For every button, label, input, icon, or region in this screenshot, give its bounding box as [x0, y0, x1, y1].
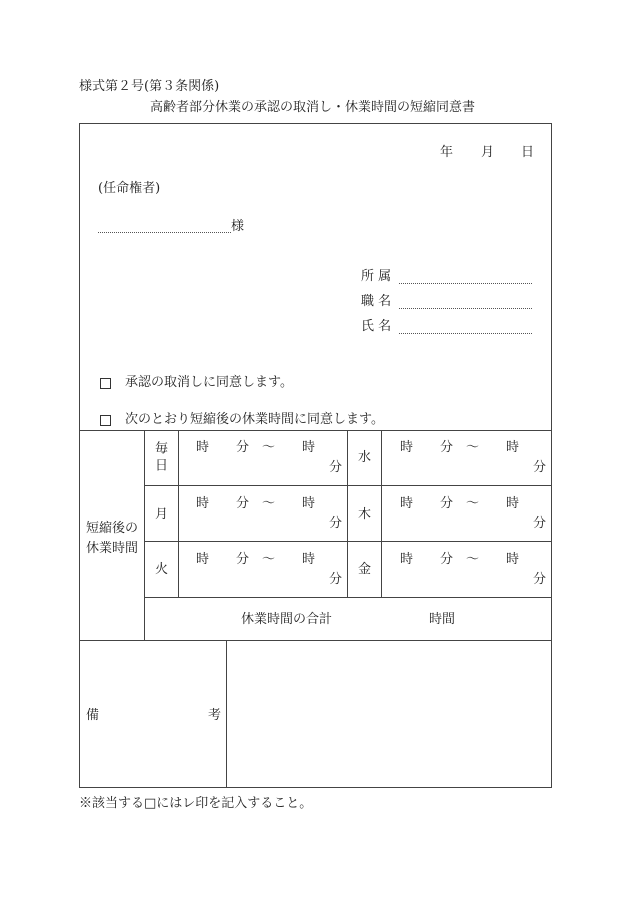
minute-to-label: 分	[329, 516, 343, 531]
affiliation-line[interactable]	[399, 283, 532, 284]
minute-to-label: 分	[533, 460, 547, 475]
divider-schedule-top	[79, 430, 552, 431]
addressee-honorific: 様	[231, 219, 245, 234]
option-shorten-hours-label: 次のとおり短縮後の休業時間に同意します。	[125, 412, 384, 427]
hour-from-label: 時	[400, 552, 414, 567]
divider-day-right	[381, 430, 382, 597]
divider-row-3	[144, 597, 552, 598]
option-cancel-approval-label: 承認の取消しに同意します。	[125, 375, 293, 390]
name-label: 氏 名	[361, 319, 392, 334]
minute-to-label: 分	[329, 460, 343, 475]
minute-to-label: 分	[533, 516, 547, 531]
position-line[interactable]	[399, 308, 532, 309]
date-year: 年	[440, 145, 454, 160]
hour-to-label: 時	[302, 496, 316, 511]
hour-to-label: 時	[506, 552, 520, 567]
hour-from-label: 時	[196, 496, 210, 511]
affiliation-label: 所 属	[361, 269, 392, 284]
divider-row-1	[144, 485, 552, 486]
minute-to-label: 分	[329, 572, 343, 587]
remarks-field[interactable]	[227, 641, 551, 787]
total-hours-unit: 時間	[429, 612, 456, 627]
hour-from-label: 時	[400, 440, 414, 455]
document-title: 高齢者部分休業の承認の取消し・休業時間の短縮同意書	[150, 100, 476, 115]
hour-from-label: 時	[400, 496, 414, 511]
day-label-tuesday: 火	[155, 562, 169, 577]
tilde-label: ～	[466, 496, 480, 511]
hour-from-label: 時	[196, 440, 210, 455]
minute-from-label: 分	[440, 552, 454, 567]
checkbox-cancel-approval[interactable]	[100, 378, 111, 389]
footnote: ※該当する□にはレ印を記入すること。	[79, 796, 313, 811]
minute-from-label: 分	[440, 496, 454, 511]
divider-middle	[347, 430, 348, 597]
day-label-everyday: 毎日	[152, 441, 167, 475]
divider-schedule-header	[144, 430, 145, 640]
divider-row-2	[144, 541, 552, 542]
tilde-label: ～	[262, 496, 276, 511]
tilde-label: ～	[466, 440, 480, 455]
remarks-label-left: 備	[86, 708, 100, 723]
schedule-row-header: 短縮後の休業時間	[85, 521, 138, 556]
remarks-label-right: 考	[208, 708, 222, 723]
position-label: 職 名	[361, 294, 392, 309]
hour-to-label: 時	[302, 552, 316, 567]
form-number-label: 様式第２号(第３条関係)	[79, 79, 220, 94]
date-month: 月	[481, 145, 495, 160]
day-label-monday: 月	[155, 507, 169, 522]
day-label-friday: 金	[358, 562, 372, 577]
hour-from-label: 時	[196, 552, 210, 567]
day-label-thursday: 木	[358, 507, 372, 522]
checkbox-shorten-hours[interactable]	[100, 415, 111, 426]
hour-to-label: 時	[506, 440, 520, 455]
date-day: 日	[521, 145, 535, 160]
minute-from-label: 分	[236, 496, 250, 511]
minute-from-label: 分	[236, 440, 250, 455]
appointing-authority-label: (任命権者)	[98, 181, 161, 196]
name-line[interactable]	[399, 333, 532, 334]
total-hours-label: 休業時間の合計	[241, 612, 333, 627]
minute-to-label: 分	[533, 572, 547, 587]
minute-from-label: 分	[440, 440, 454, 455]
addressee-name-line[interactable]	[98, 232, 231, 233]
hour-to-label: 時	[302, 440, 316, 455]
hour-to-label: 時	[506, 496, 520, 511]
tilde-label: ～	[262, 440, 276, 455]
divider-day-left	[178, 430, 179, 597]
tilde-label: ～	[262, 552, 276, 567]
minute-from-label: 分	[236, 552, 250, 567]
day-label-wednesday: 水	[358, 450, 372, 465]
tilde-label: ～	[466, 552, 480, 567]
